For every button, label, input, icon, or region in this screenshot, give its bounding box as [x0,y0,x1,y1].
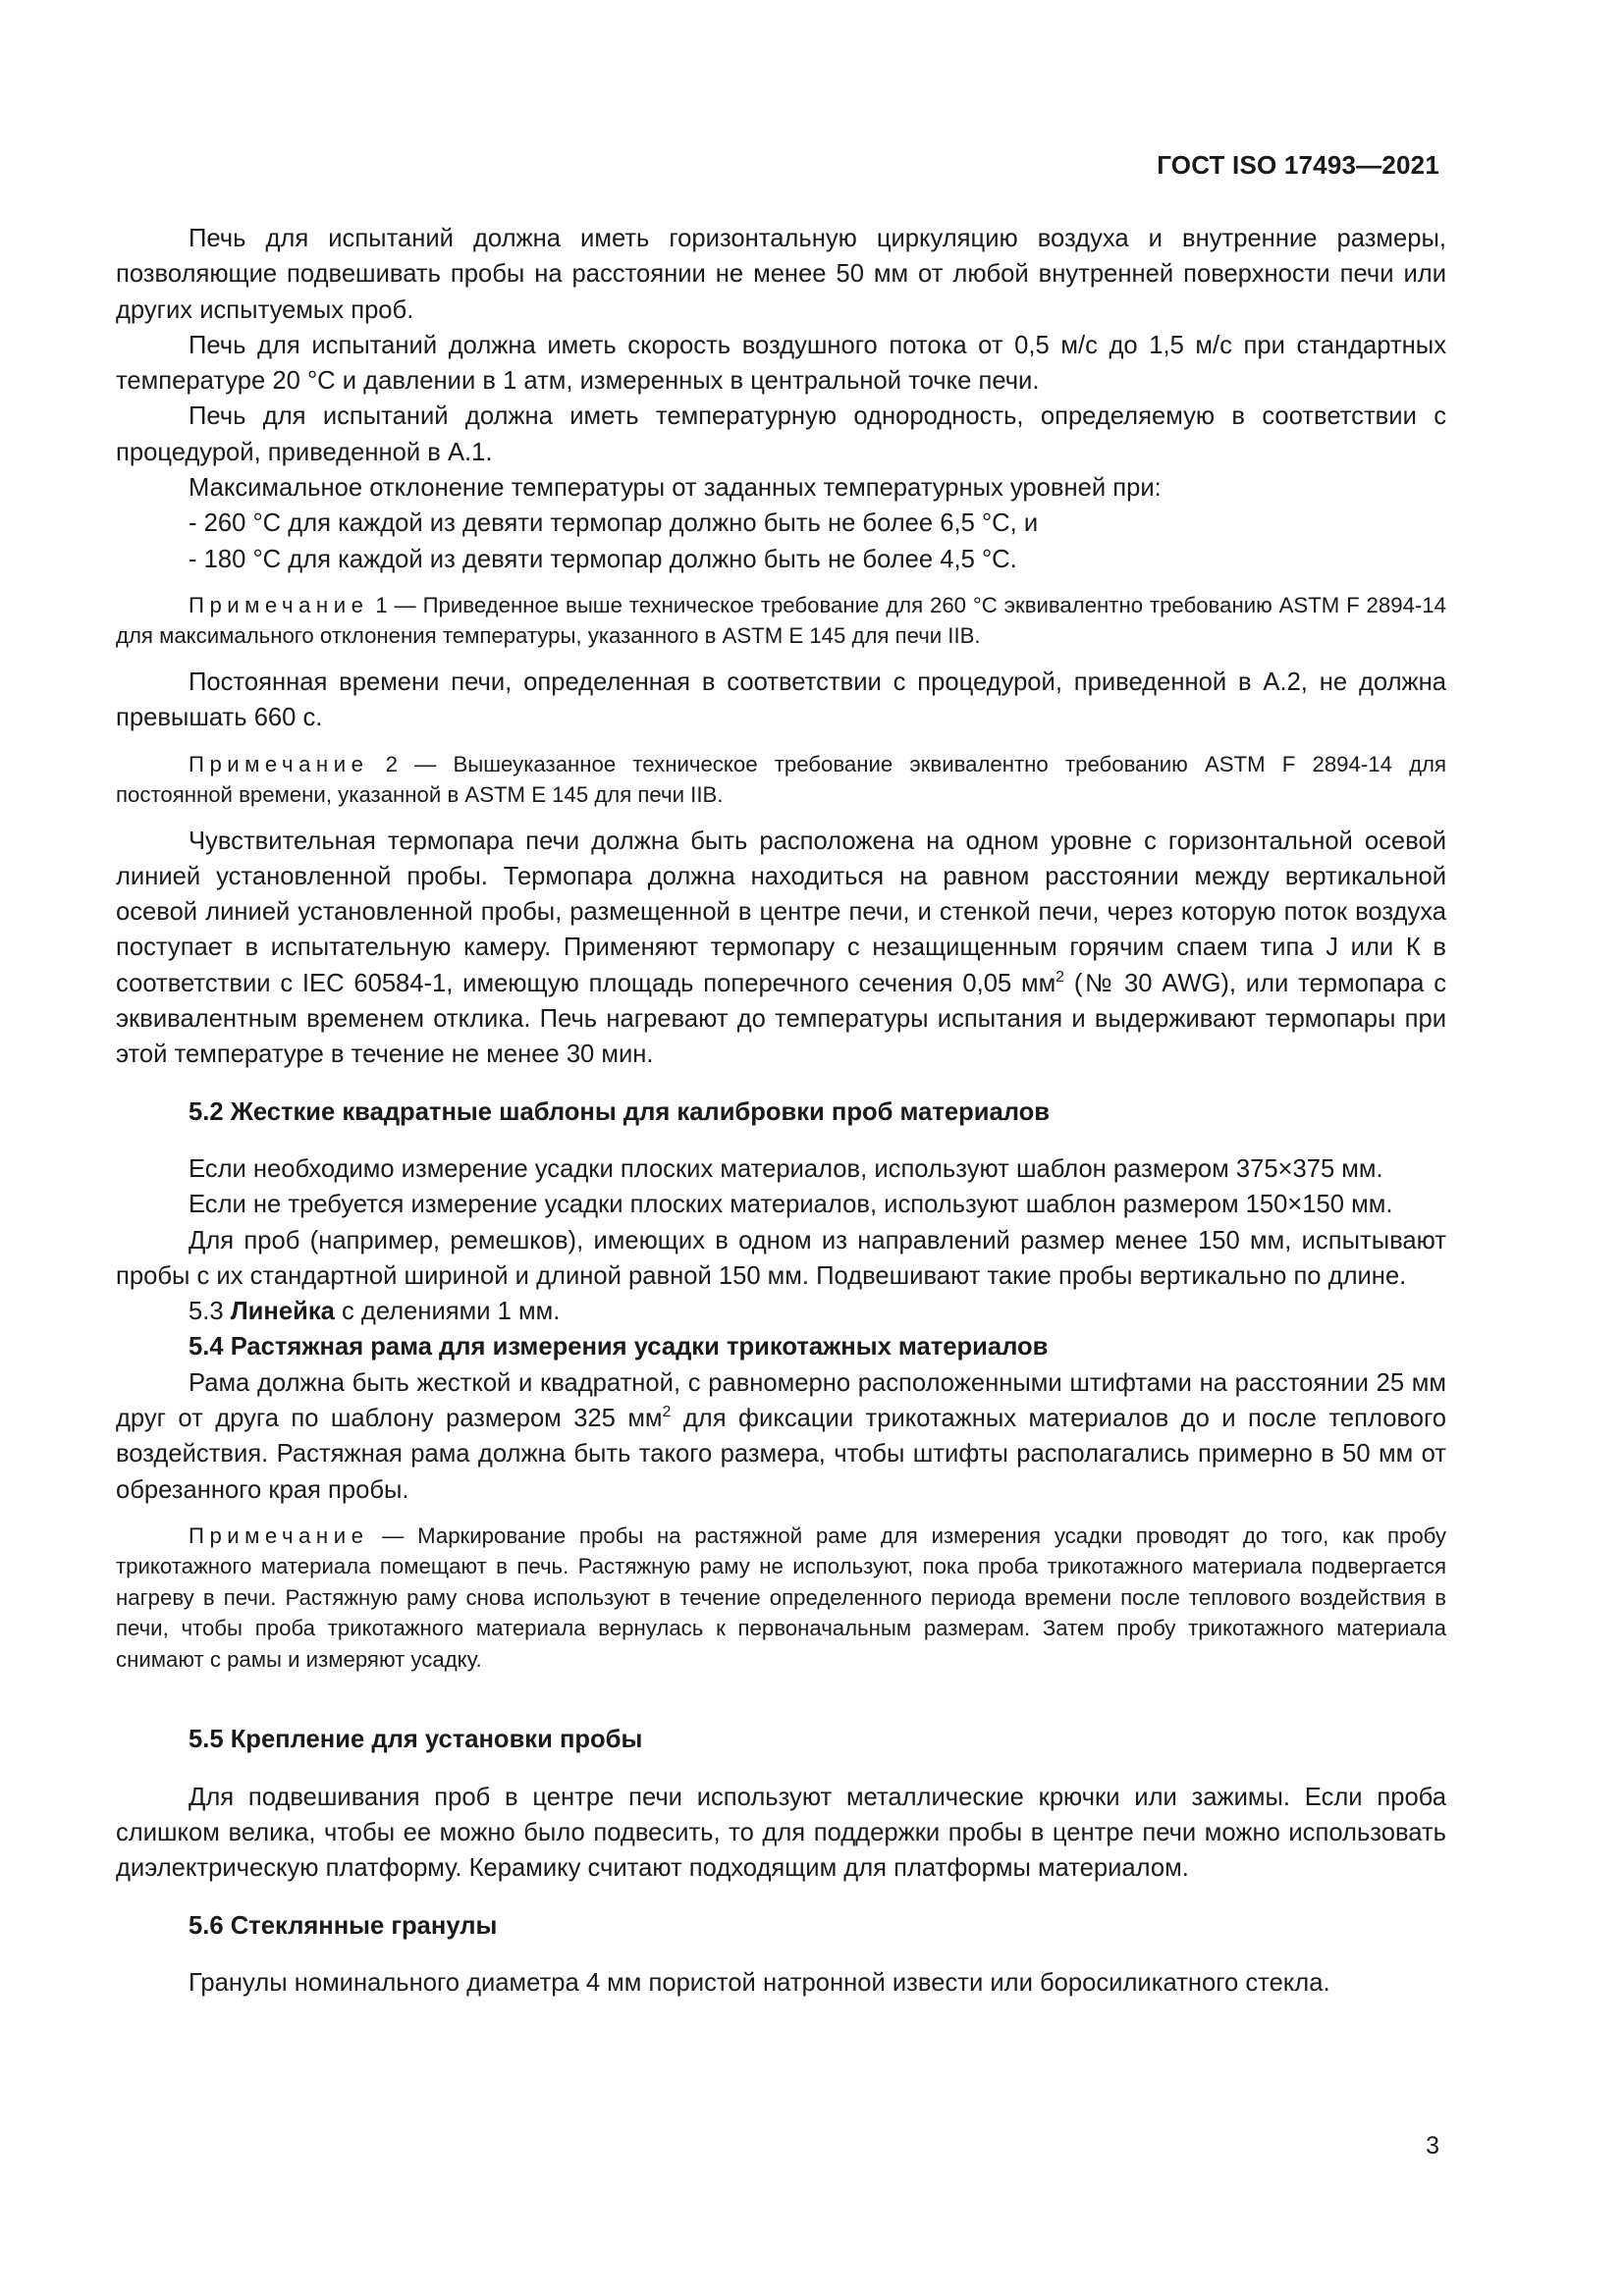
note-frame [116,1521,1446,1676]
section-number: 5.3 [189,1298,231,1326]
note-text: 1 — Приведенное выше техническое требование для 260 °С эквивалентно требованию ASTM F 2894-14 для максимального отклонения температуры, указанного в ASTM E 145 для печи IIB. [116,592,1446,649]
section-term: Линейка [230,1298,335,1326]
paragraph-frame [116,1365,1446,1508]
page-number: 3 [1426,2132,1439,2160]
section-heading-5-2: 5.2 Жесткие квадратные шаблоны для калибровки проб материалов [189,1097,1051,1126]
text-fragment: Рама должна быть жесткой и квадратной, с равномерно расположенными штифтами на расстоянии 25 мм друг от друга по шаблону размером 325 мм [116,1368,1446,1433]
note-label: Примечание [189,751,369,776]
document-code-header: ГОСТ ISO 17493—2021 [1157,150,1439,180]
section-5-3 [116,1294,1446,1329]
note-text: 2 — Вышеуказанное техническое требование эквивалентно требованию ASTM F 2894-14 для постоянной времени, указанной в ASTM E 145 для печи IIB. [116,751,1446,808]
note-label: Примечание [189,592,369,617]
section-heading-5-4: 5.4 Растяжная рама для измерения усадки трикотажных материалов [189,1333,1049,1362]
section-text: с делениями 1 мм. [334,1298,561,1326]
section-heading-5-5: 5.5 Крепление для установки пробы [189,1726,643,1754]
list-item-180: - 180 °С для каждой из девяти термопар должно быть не более 4,5 °С. [189,545,1017,573]
section-heading-5-6: 5.6 Стеклянные гранулы [189,1911,498,1940]
text-fragment: для фиксации трикотажных материалов до и после теплового воздействия. Растяжная рама должна быть такого размера, чтобы штифты располагались примерно в 50 мм от обрезанного края пробы. [116,1405,1446,1504]
note-1 [116,590,1446,652]
paragraph-air-circulation: Печь для испытаний должна иметь горизонтальную циркуляцию воздуха и внутренние размеры, позволяющие подвешивать пробы на расстоянии не менее 50 мм от любой внутренней поверхности печи или других испытуемых проб. [116,225,1446,324]
superscript: 2 [662,1404,672,1421]
superscript: 2 [1056,968,1065,986]
paragraph-temperature-uniformity: Печь для испытаний должна иметь температурную однородность, определяемую в соответствии с процедурой, приведенной в А.1. [116,402,1446,466]
paragraph-air-speed: Печь для испытаний должна иметь скорость воздушного потока от 0,5 м/с до 1,5 м/с при стандартных температуре 20 °С и давлении в 1 атм, измеренных в центральной точке печи. [116,331,1446,396]
paragraph-time-constant: Постоянная времени печи, определенная в соответствии с процедурой, приведенной в А.2, не должна превышать 660 с. [116,667,1446,732]
paragraph-template-375: Если необходимо измерение усадки плоских материалов, используют шаблон размером 375×375 мм. [189,1154,1383,1183]
paragraph-straps: Для проб (например, ремешков), имеющих в одном из направлений размер менее 150 мм, испытывают пробы с их стандартной шириной и длиной равной 150 мм. Подвешивают такие пробы вертикально по длине. [116,1226,1446,1290]
paragraph-thermocouple [116,824,1446,1073]
paragraph-glass-beads: Гранулы номинального диаметра 4 мм пористой натронной извести или боросиликатного стекла. [189,1968,1330,1997]
note-label: Примечание [189,1522,369,1548]
list-item-260: - 260 °С для каждой из девяти термопар должно быть не более 6,5 °С, и [189,509,1039,538]
paragraph-mounting: Для подвешивания проб в центре печи используют металлические крючки или зажимы. Если проба слишком велика, чтобы ее можно было подвесить, то для поддержки пробы в центре печи можно использовать диэлектрическую платформу. Керамику считают подходящим для платформы материалом. [116,1783,1446,1883]
paragraph-template-150: Если не требуется измерение усадки плоских материалов, используют шаблон размером 150×150 мм. [189,1191,1393,1219]
text-fragment: (№ 30 AWG), или термопара с эквивалентным временем отклика. Печь нагревают до температуры испытания и выдерживают термопары при этой температуре в течение не менее 30 мин. [116,969,1446,1069]
document-body [116,221,1446,2001]
note-2 [116,749,1446,811]
text-fragment: Чувствительная термопара печи должна быть расположена на одном уровне с горизонтальной осевой линией установленной пробы. Термопара должна находиться на равном расстоянии между вертикальной осевой линией установленной пробы, размещенной в центре печи, и стенкой печи, через которую поток воздуха поступает в испытательную камеру. Применяют термопару с незащищенным горячим спаем типа J или К в соответствии с IEC 60584-1, имеющую площадь поперечного сечения 0,05 мм [116,827,1446,997]
paragraph-max-deviation: Максимальное отклонение температуры от заданных температурных уровней при: [189,474,1162,503]
note-text: — Маркирование пробы на растяжной раме для измерения усадки проводят до того, как пробу трикотажного материала помещают в печь. Растяжную раму не используют, пока проба трикотажного материала подвергается нагреву в печи. Растяжную раму снова используют в течение определенного периода времени после теплового воздействия в печи, чтобы проба трикотажного материала вернулась к первоначальным размерам. Затем пробу трикотажного материала снимают с рамы и измеряют усадку. [116,1522,1446,1672]
